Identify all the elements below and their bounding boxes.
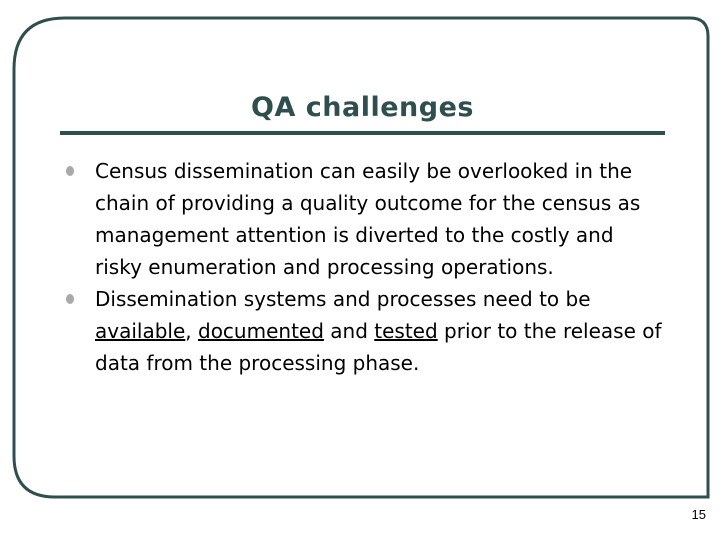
bullet-list xyxy=(60,155,665,379)
title-divider xyxy=(60,131,665,135)
bullet-text: Census dissemination can easily be overlooked in the chain of providing a quality outcome for the census as management attention is diverted to the costly and risky enumeration and processing operations. xyxy=(95,159,641,279)
separator: , xyxy=(185,319,198,343)
bullet-item xyxy=(60,155,665,283)
term-documented: documented xyxy=(198,319,324,343)
separator: and xyxy=(323,319,375,343)
bullet-text-start: Dissemination systems and processes need to be xyxy=(95,287,591,311)
term-tested: tested xyxy=(374,319,438,343)
slide-title: QA challenges xyxy=(251,92,474,123)
page-number: 15 xyxy=(691,507,706,522)
bullet-dot-icon xyxy=(66,294,74,304)
bullet-item xyxy=(60,283,665,379)
bullet-text-end: prior to the release of data from the processing phase. xyxy=(95,319,662,375)
term-available: available xyxy=(95,319,186,343)
bullet-dot-icon xyxy=(66,166,74,176)
